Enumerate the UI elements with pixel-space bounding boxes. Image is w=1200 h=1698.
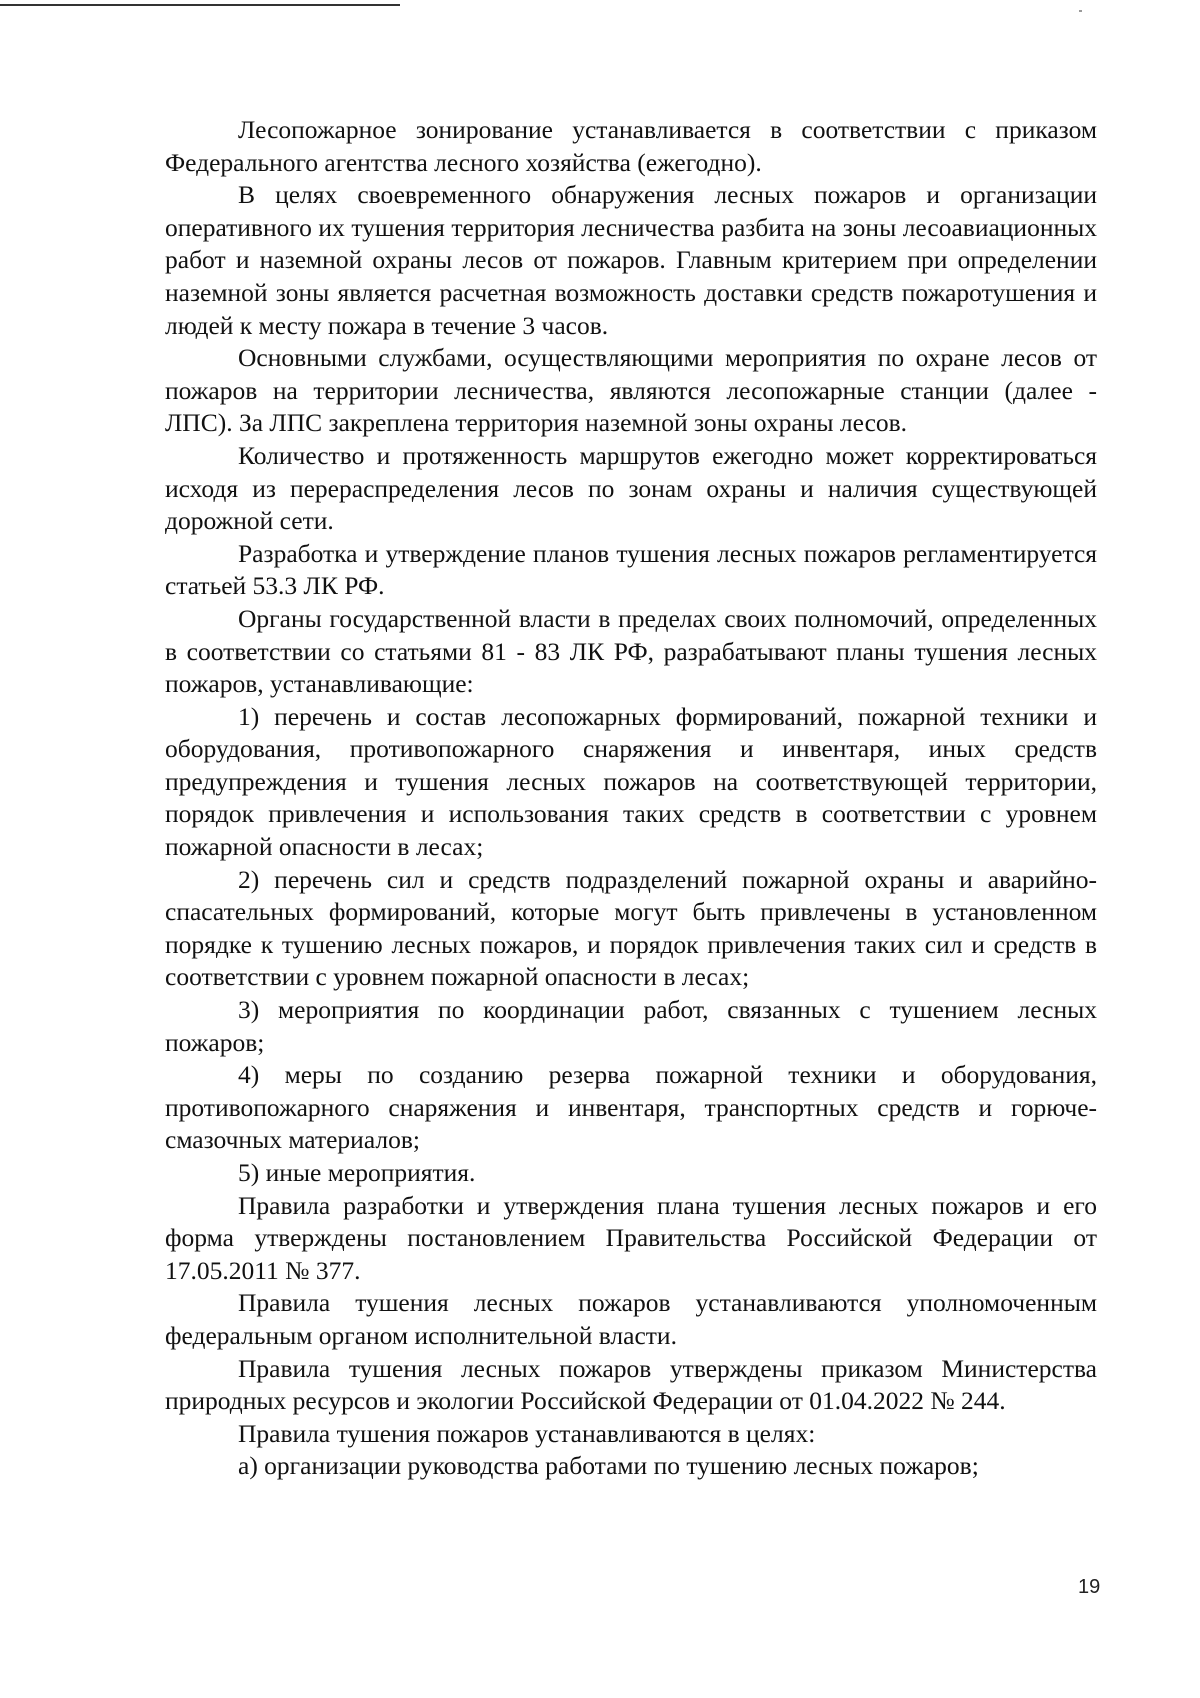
paragraph-plan-rules: Правила разработки и утверждения плана тушения лесных пожаров и его форма утверждены постановлением Правительства Российской Федерации от 17.05.2011 № 377. [165,1190,1097,1285]
paragraph-goals-intro: Правила тушения пожаров устанавливаются в целях: [238,1418,816,1448]
paragraph-detection-zones: В целях своевременного обнаружения лесных пожаров и организации оперативного их тушения территория лесничества разбита на зоны лесоавиационных работ и наземной охраны лесов от пожаров. Главным критерием при определении наземной зоны является расчетная возможность доставки средств пожаротушения и людей к месту пожара в течение 3 часов. [165,180,1097,340]
paragraph-ministry-order: Правила тушения лесных пожаров утверждены приказом Министерства природных ресурсов и экологии Российской Федерации от 01.04.2022 № 244. [165,1353,1097,1416]
paragraph-plans-regulation: Разработка и утверждение планов тушения лесных пожаров регламентируется статьей 53.3 ЛК РФ. [165,538,1097,601]
scan-artifact-dot [1079,10,1082,12]
paragraph-fire-stations: Основными службами, осуществляющими мероприятия по охране лесов от пожаров на территории лесничества, являются лесопожарные станции (далее - ЛПС). За ЛПС закреплена территория наземной зоны охраны лесов. [165,343,1097,438]
paragraph-authorities: Органы государственной власти в пределах своих полномочий, определенных в соответствии со статьями 81 - 83 ЛК РФ, разрабатывают планы тушения лесных пожаров, устанавливающие: [165,603,1097,699]
paragraph-zoning: Лесопожарное зонирование устанавливается в соответствии с приказом Федерального агентства лесного хозяйства (ежегодно). [165,115,1097,177]
scan-artifact-line [0,4,400,6]
page-number: 19 [1078,1576,1101,1598]
paragraph-routes: Количество и протяженность маршрутов ежегодно может корректироваться исходя из перераспределения лесов по зонам охраны и наличия существующей дорожной сети. [165,440,1097,536]
list-item-a: а) организации руководства работами по тушению лесных пожаров; [238,1451,979,1481]
paragraph-extinguishing-rules: Правила тушения лесных пожаров устанавливаются уполномоченным федеральным органом исполнительной власти. [165,1288,1097,1350]
list-item-4: 4) меры по созданию резерва пожарной техники и оборудования, противопожарного снаряжения и инвентаря, транспортных средств и горюче-смазочных материалов; [165,1060,1097,1155]
document-page [165,114,1097,1483]
list-item-5: 5) иные мероприятия. [238,1158,476,1187]
list-item-1: 1) перечень и состав лесопожарных формирований, пожарной техники и оборудования, противопожарного снаряжения и инвентаря, иных средств предупреждения и тушения лесных пожаров на соответствующей территории, порядок привлечения и использования таких средств в соответствии с уровнем пожарной опасности в лесах; [165,701,1097,862]
list-item-2: 2) перечень сил и средств подразделений пожарной охраны и аварийно-спасательных формирований, которые могут быть привлечены в установленном порядке к тушению лесных пожаров, и порядок привлечения таких сил и средств в соответствии с уровнем пожарной опасности в лесах; [165,864,1097,992]
list-item-3: 3) мероприятия по координации работ, связанных с тушением лесных пожаров; [165,995,1097,1057]
